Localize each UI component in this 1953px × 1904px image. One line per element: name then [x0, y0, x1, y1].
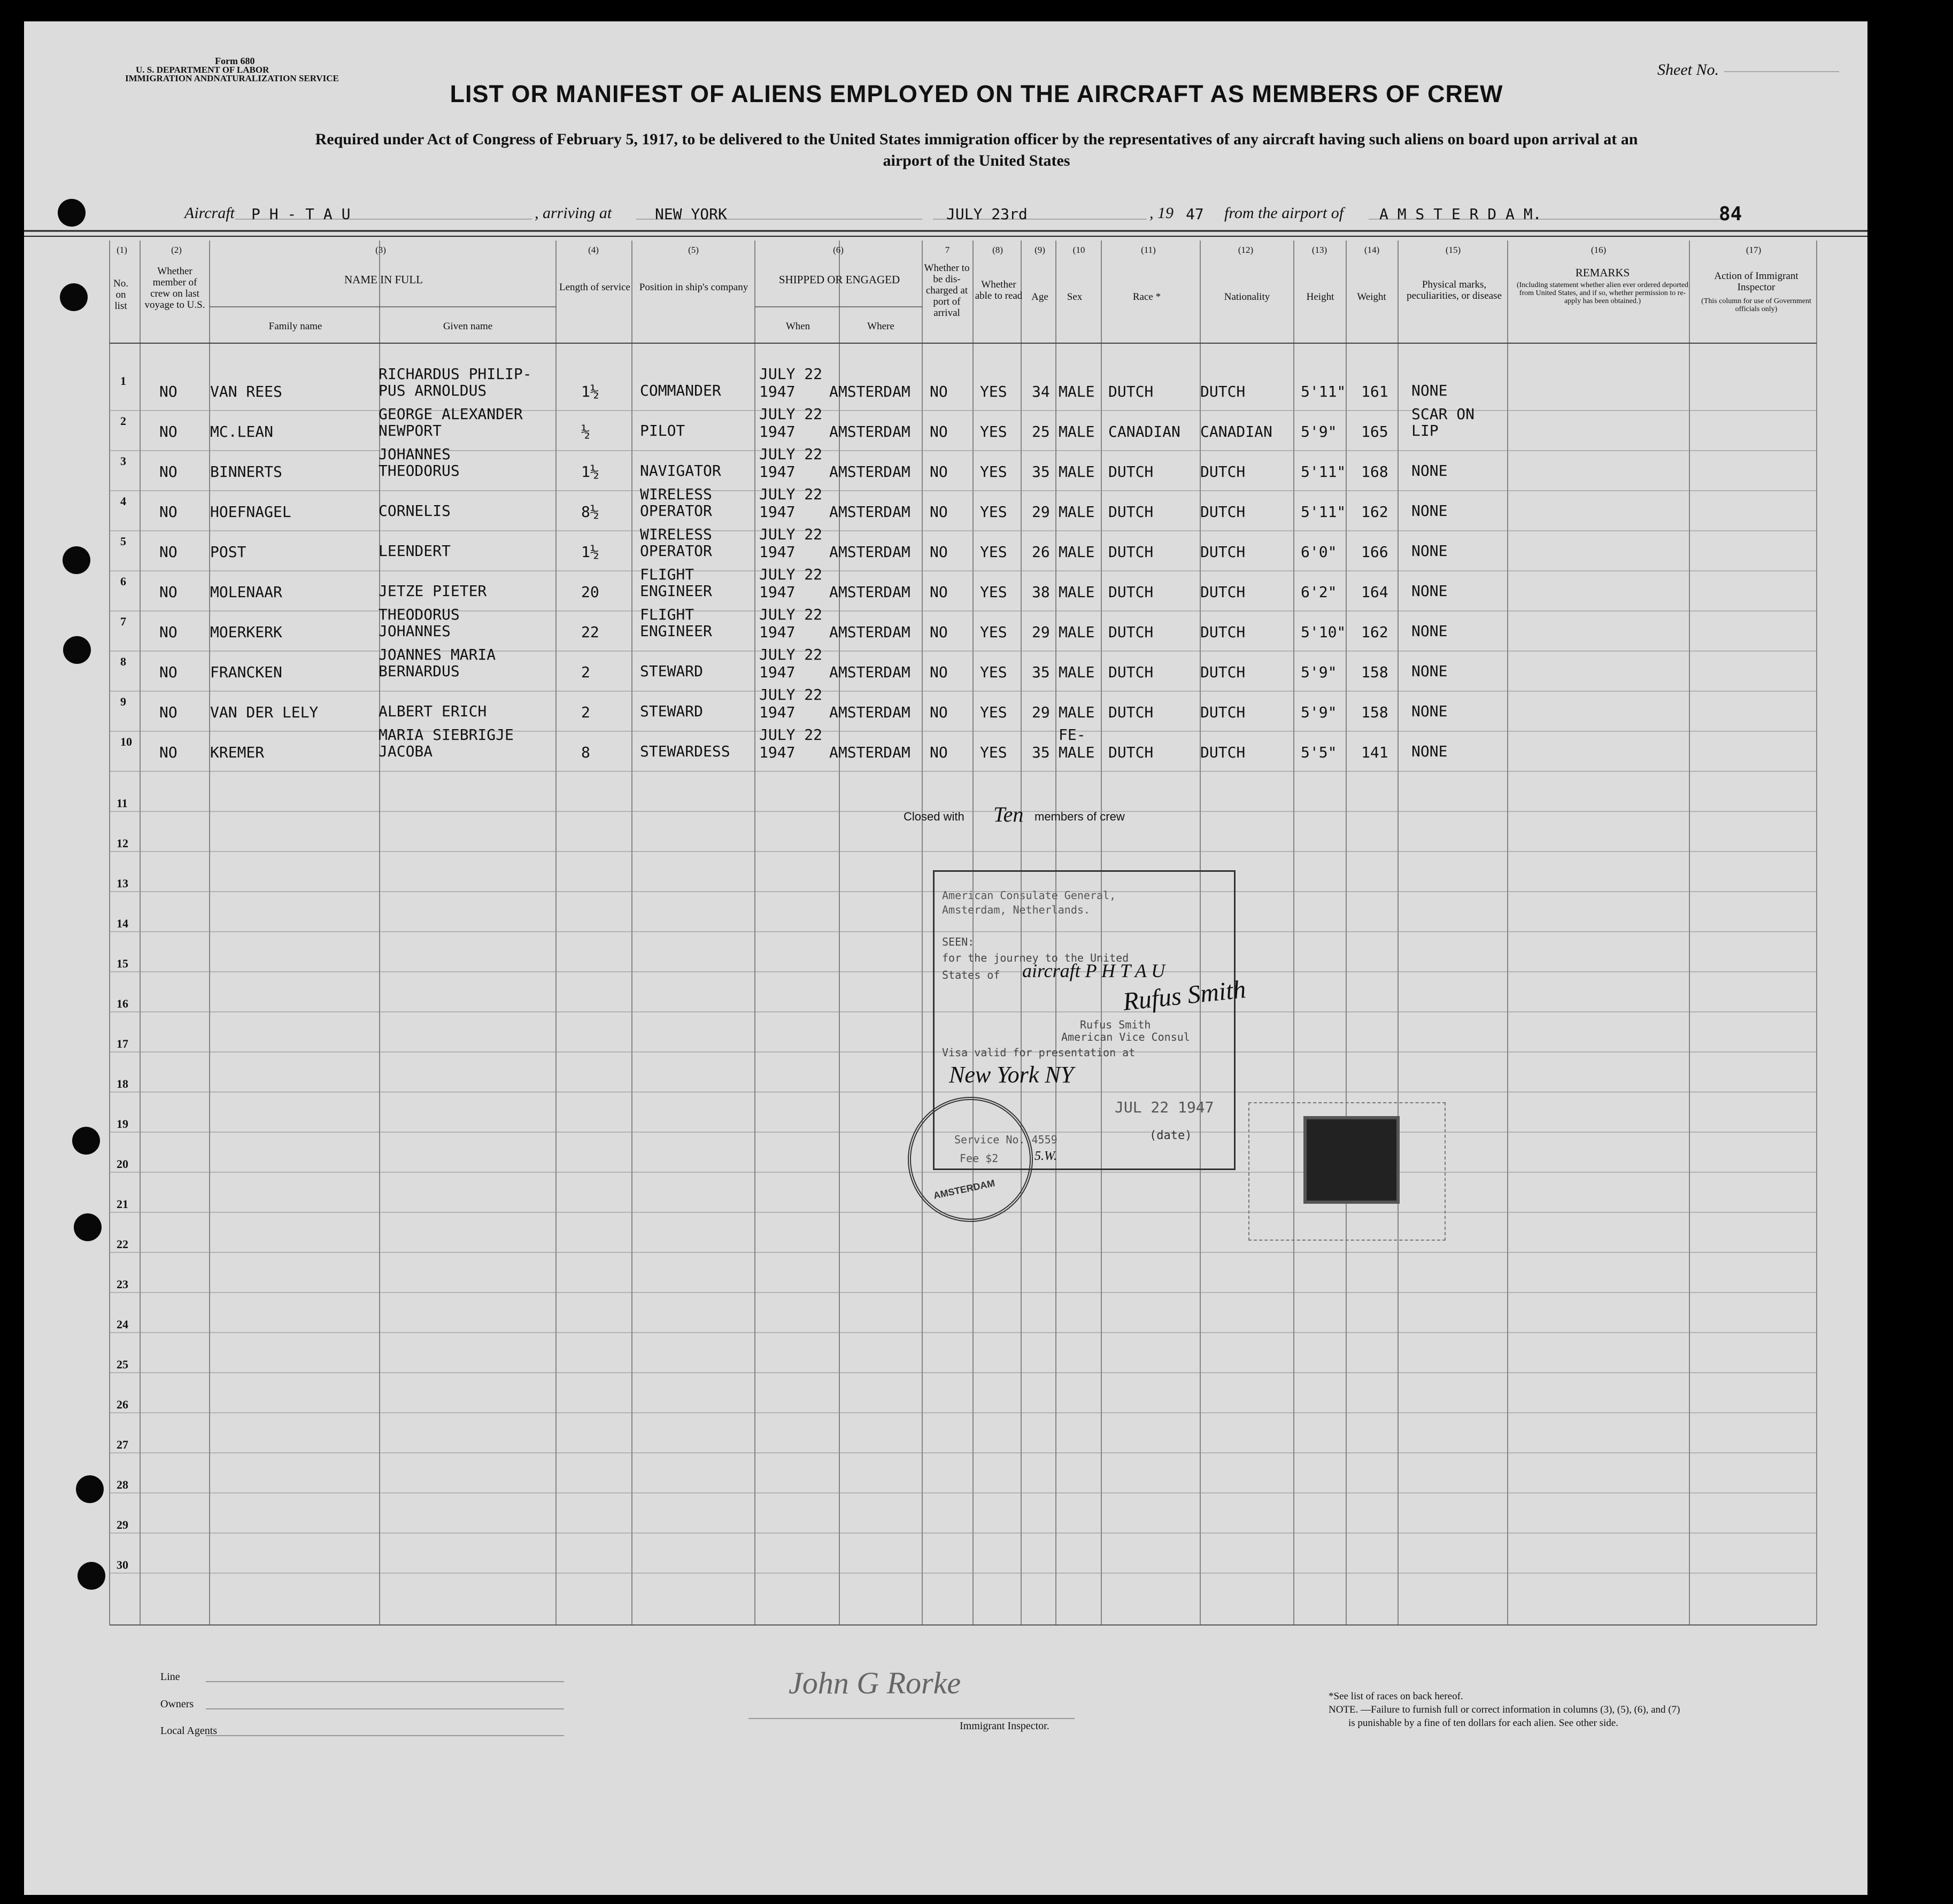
row-6-age: 38 [1032, 583, 1050, 601]
row-8-disch: NO [930, 663, 948, 681]
row-2-length: ½ [581, 423, 590, 440]
line-number: 14 [117, 917, 128, 930]
row-8-read: YES [980, 663, 1007, 681]
row-4-pos2: OPERATOR [640, 502, 712, 520]
row-4-nat: DUTCH [1200, 503, 1246, 521]
col-read-header: Whether able to read [975, 279, 1023, 301]
row-9-family: VAN DER LELY [210, 703, 319, 721]
visa-seen: SEEN: [942, 935, 975, 948]
column-number: (8) [992, 245, 1003, 255]
row-6-when2: 1947 [759, 583, 796, 601]
line-number: 22 [117, 1237, 128, 1251]
footer-note3: is punishable by a fine of ten dollars for each alien. See other side. [1348, 1717, 1618, 1729]
revenue-stamp [1303, 1116, 1400, 1204]
row-8-given1: JOANNES MARIA [379, 646, 496, 663]
row-3-age: 35 [1032, 463, 1050, 481]
row-6-where: AMSTERDAM [829, 583, 910, 601]
row-9-phys2: NONE [1411, 702, 1448, 720]
row-6-phys2: NONE [1411, 582, 1448, 600]
row-5-no: 5 [120, 535, 126, 548]
row-4-when2: 1947 [759, 503, 796, 521]
row-8-no: 8 [120, 655, 126, 668]
row-6-weight: 164 [1361, 583, 1388, 601]
row-7-pos2: ENGINEER [640, 622, 712, 640]
row-4-age: 29 [1032, 503, 1050, 521]
row-5-when2: 1947 [759, 543, 796, 561]
consulate-seal [908, 1097, 1033, 1222]
row-2-nat: CANADIAN [1200, 423, 1272, 440]
row-3-family: BINNERTS [210, 463, 282, 481]
col-physical-header: Physical marks, peculiarities, or disease [1407, 279, 1502, 301]
arriving-label: , arriving at [535, 204, 612, 222]
line-number: 19 [117, 1117, 128, 1131]
row-4-where: AMSTERDAM [829, 503, 910, 521]
column-number: (13) [1311, 245, 1327, 255]
inspector-label: Immigrant Inspector. [960, 1720, 1049, 1732]
row-3-phys2: NONE [1411, 462, 1448, 479]
line-number: 21 [117, 1197, 128, 1211]
row-8-sex2: MALE [1059, 663, 1095, 681]
row-8-age: 35 [1032, 663, 1050, 681]
footer-note2: NOTE. —Failure to furnish full or correct information in columns (3), (5), (6), and (7) [1329, 1704, 1680, 1715]
row-6-read: YES [980, 583, 1007, 601]
row-10-where: AMSTERDAM [829, 744, 910, 761]
col-weight-header: Weight [1357, 291, 1386, 303]
row-5-nat: DUTCH [1200, 543, 1246, 561]
row-9-no: 9 [120, 695, 126, 708]
origin: A M S T E R D A M. [1379, 205, 1542, 223]
department: U. S. DEPARTMENT OF LABOR [136, 65, 269, 75]
row-1-pos2: COMMANDER [640, 382, 721, 399]
row-9-read: YES [980, 703, 1007, 721]
seal-text: AMSTERDAM [932, 1178, 996, 1201]
col-remarks-note: (Including statement whether alien ever ordered deported from United States, and if so, whether permission to re-apply has been obtained.) [1516, 281, 1689, 305]
row-7-where: AMSTERDAM [829, 623, 910, 641]
row-4-pos1: WIRELESS [640, 485, 712, 503]
row-1-weight: 161 [1361, 383, 1388, 400]
line-number: 18 [117, 1077, 128, 1090]
row-5-weight: 166 [1361, 543, 1388, 561]
row-2-phys1: SCAR ON [1411, 405, 1475, 423]
row-2-height: 5'9" [1301, 423, 1337, 440]
visa-place-handwritten: New York NY [949, 1062, 1074, 1088]
row-6-disch: NO [930, 583, 948, 601]
row-3-disch: NO [930, 463, 948, 481]
row-3-race: DUTCH [1108, 463, 1154, 481]
row-3-length: 1½ [581, 463, 599, 481]
col-where-header: Where [867, 321, 894, 332]
visa-states-of: States of [942, 969, 1000, 981]
row-6-no: 6 [120, 575, 126, 588]
line-number: 29 [117, 1518, 128, 1531]
row-10-given2: JACOBA [379, 742, 433, 760]
col-action-header: Action of Immigrant Inspector [1714, 270, 1798, 293]
row-9-weight: 158 [1361, 703, 1388, 721]
row-1-where: AMSTERDAM [829, 383, 910, 400]
row-2-given2: NEWPORT [379, 422, 442, 439]
line-number: 30 [117, 1558, 128, 1572]
row-7-height: 5'10" [1301, 623, 1346, 641]
row-5-pos1: WIRELESS [640, 525, 712, 543]
row-5-length: 1½ [581, 543, 599, 561]
row-2-family: MC.LEAN [210, 423, 274, 440]
closing-suffix: members of crew [1035, 810, 1125, 823]
col-name-header: NAME IN FULL [344, 273, 423, 286]
row-3-nat: DUTCH [1200, 463, 1246, 481]
row-5-given2: LEENDERT [379, 542, 451, 560]
line-number: 23 [117, 1278, 128, 1291]
row-10-phys2: NONE [1411, 742, 1448, 760]
row-8-pos2: STEWARD [640, 662, 704, 680]
row-3-no: 3 [120, 454, 126, 468]
row-6-family: MOLENAAR [210, 583, 282, 601]
row-2-phys2: LIP [1411, 422, 1439, 439]
col-position-header: Position in ship's company [639, 282, 748, 293]
col-when-header: When [785, 321, 810, 332]
aircraft-id: P H - T A U [251, 205, 351, 223]
row-1-given1: RICHARDUS PHILIP- [379, 365, 532, 383]
line-number: 24 [117, 1318, 128, 1331]
row-4-given2: CORNELIS [379, 502, 451, 520]
row-6-when1: JULY 22 [759, 566, 823, 583]
row-1-family: VAN REES [210, 383, 282, 400]
row-8-length: 2 [581, 663, 590, 681]
row-2-disch: NO [930, 423, 948, 440]
visa-fee-handwritten: 5.W. [1035, 1149, 1057, 1163]
column-number: (6) [833, 245, 844, 255]
year-suffix: 47 [1186, 205, 1204, 223]
row-4-no: 4 [120, 494, 126, 508]
service: IMMIGRATION ANDNATURALIZATION SERVICE [125, 73, 339, 83]
visa-line1: American Consulate General, [942, 889, 1116, 902]
row-7-read: YES [980, 623, 1007, 641]
column-number: 7 [945, 245, 950, 255]
row-8-phys2: NONE [1411, 662, 1448, 680]
row-1-sex2: MALE [1059, 383, 1095, 400]
line-number: 12 [117, 837, 128, 850]
column-number: (12) [1238, 245, 1254, 255]
row-10-length: 8 [581, 744, 590, 761]
row-4-sex2: MALE [1059, 503, 1095, 521]
visa-fee: Fee $2 [960, 1152, 999, 1165]
row-10-when2: 1947 [759, 744, 796, 761]
col-discharged-header: Whether to be dis-charged at port of arrival [924, 262, 970, 319]
row-7-phys2: NONE [1411, 622, 1448, 640]
row-5-height: 6'0" [1301, 543, 1337, 561]
col-length-header: Length of service [559, 282, 630, 293]
row-3-given1: JOHANNES [379, 445, 451, 463]
consul-title: American Vice Consul [1061, 1031, 1190, 1043]
row-6-length: 20 [581, 583, 599, 601]
visa-service-no: Service No. 4559 [954, 1133, 1057, 1146]
line-number: 28 [117, 1478, 128, 1491]
row-5-sex2: MALE [1059, 543, 1095, 561]
inspector-signature: John G Rorke [789, 1666, 961, 1700]
row-4-race: DUTCH [1108, 503, 1154, 521]
row-4-phys2: NONE [1411, 502, 1448, 520]
row-7-when1: JULY 22 [759, 606, 823, 623]
row-10-race: DUTCH [1108, 744, 1154, 761]
row-7-member: NO [159, 623, 177, 641]
col-no-header: No. on list [113, 278, 128, 312]
line-number: 11 [117, 796, 128, 810]
row-1-when1: JULY 22 [759, 365, 823, 383]
row-7-given1: THEODORUS [379, 606, 460, 623]
col-remarks-header: REMARKS [1575, 266, 1630, 279]
row-1-given2: PUS ARNOLDUS [379, 382, 487, 399]
page-title: LIST OR MANIFEST OF ALIENS EMPLOYED ON THE AIRCRAFT AS MEMBERS OF CREW [450, 80, 1503, 107]
row-8-height: 5'9" [1301, 663, 1337, 681]
col-shipped-header: SHIPPED OR ENGAGED [778, 273, 900, 286]
row-3-where: AMSTERDAM [829, 463, 910, 481]
page-number: 84 [1719, 203, 1742, 225]
row-3-when1: JULY 22 [759, 445, 823, 463]
row-5-race: DUTCH [1108, 543, 1154, 561]
row-1-when2: 1947 [759, 383, 796, 400]
column-number: (5) [688, 245, 699, 255]
line-number: 27 [117, 1438, 128, 1451]
row-2-where: AMSTERDAM [829, 423, 910, 440]
column-number: (2) [171, 245, 182, 255]
row-5-where: AMSTERDAM [829, 543, 910, 561]
row-10-sex2: MALE [1059, 744, 1095, 761]
row-5-phys2: NONE [1411, 542, 1448, 560]
row-9-when1: JULY 22 [759, 686, 823, 703]
row-7-pos1: FLIGHT [640, 606, 694, 623]
subtitle-line1: Required under Act of Congress of February 5, 1917, to be delivered to the United States immigration officer by the representatives of any aircraft having such aliens on board upon arrival at an [315, 130, 1638, 148]
subtitle-line2: airport of the United States [883, 152, 1070, 169]
visa-date-label: (date) [1149, 1129, 1192, 1142]
row-4-height: 5'11" [1301, 503, 1346, 521]
col-family-header: Family name [268, 321, 322, 332]
column-number: (15) [1445, 245, 1461, 255]
row-6-given2: JETZE PIETER [379, 582, 487, 600]
row-8-nat: DUTCH [1200, 663, 1246, 681]
row-8-weight: 158 [1361, 663, 1388, 681]
row-1-age: 34 [1032, 383, 1050, 400]
row-10-weight: 141 [1361, 744, 1388, 761]
row-2-read: YES [980, 423, 1007, 440]
row-9-pos2: STEWARD [640, 702, 704, 720]
row-7-disch: NO [930, 623, 948, 641]
row-2-when1: JULY 22 [759, 405, 823, 423]
row-9-height: 5'9" [1301, 703, 1337, 721]
column-number: (11) [1141, 245, 1156, 255]
year-prefix: , 19 [1149, 204, 1174, 222]
row-7-given2: JOHANNES [379, 622, 451, 640]
row-9-length: 2 [581, 703, 590, 721]
row-2-sex2: MALE [1059, 423, 1095, 440]
footer-line-label: Line [160, 1671, 180, 1683]
row-9-disch: NO [930, 703, 948, 721]
row-5-pos2: OPERATOR [640, 542, 712, 560]
row-4-weight: 162 [1361, 503, 1388, 521]
row-7-age: 29 [1032, 623, 1050, 641]
row-7-race: DUTCH [1108, 623, 1154, 641]
col-race-header: Race * [1132, 291, 1161, 303]
column-number: (1) [117, 245, 127, 255]
col-sex-header: Sex [1067, 291, 1083, 303]
row-7-weight: 162 [1361, 623, 1388, 641]
consul-name: Rufus Smith [1080, 1018, 1151, 1031]
row-6-race: DUTCH [1108, 583, 1154, 601]
row-8-given2: BERNARDUS [379, 662, 460, 680]
row-9-age: 29 [1032, 703, 1050, 721]
visa-aircraft-handwritten: aircraft P H T A U [1022, 960, 1165, 981]
column-number: (9) [1035, 245, 1045, 255]
row-1-read: YES [980, 383, 1007, 400]
row-7-length: 22 [581, 623, 599, 641]
row-3-weight: 168 [1361, 463, 1388, 481]
row-3-height: 5'11" [1301, 463, 1346, 481]
sheet-label: Sheet No. [1657, 61, 1719, 79]
form-number: Form 680 [215, 56, 255, 66]
col-member-header: Whether member of crew on last voyage to U.S. [144, 266, 205, 311]
line-number: 15 [117, 957, 128, 970]
row-4-read: YES [980, 503, 1007, 521]
row-10-when1: JULY 22 [759, 726, 823, 744]
col-given-header: Given name [443, 321, 493, 332]
row-3-given2: THEODORUS [379, 462, 460, 479]
visa-valid: Visa valid for presentation at [942, 1046, 1136, 1059]
row-4-member: NO [159, 503, 177, 521]
row-9-given2: ALBERT ERICH [379, 702, 487, 720]
row-6-sex2: MALE [1059, 583, 1095, 601]
col-action-note: (This column for use of Government officials only) [1701, 297, 1811, 313]
row-3-pos2: NAVIGATOR [640, 462, 721, 479]
footer-note1: *See list of races on back hereof. [1329, 1691, 1463, 1702]
row-10-sex1: FE- [1059, 726, 1086, 744]
row-5-member: NO [159, 543, 177, 561]
row-8-member: NO [159, 663, 177, 681]
row-5-read: YES [980, 543, 1007, 561]
visa-date-stamp: JUL 22 1947 [1115, 1098, 1214, 1116]
visa-for-line: for the journey to the United [942, 951, 1129, 964]
row-2-pos2: PILOT [640, 422, 685, 439]
row-8-race: DUTCH [1108, 663, 1154, 681]
row-10-height: 5'5" [1301, 744, 1337, 761]
row-1-height: 5'11" [1301, 383, 1346, 400]
row-3-member: NO [159, 463, 177, 481]
port: NEW YORK [655, 205, 727, 223]
footer-agents-label: Local Agents [160, 1725, 218, 1737]
row-10-member: NO [159, 744, 177, 761]
row-1-length: 1½ [581, 383, 599, 400]
row-5-age: 26 [1032, 543, 1050, 561]
row-9-race: DUTCH [1108, 703, 1154, 721]
row-10-family: KREMER [210, 744, 265, 761]
line-number: 16 [117, 997, 128, 1010]
line-number: 13 [117, 877, 128, 890]
row-7-when2: 1947 [759, 623, 796, 641]
row-1-phys2: NONE [1411, 382, 1448, 399]
column-number: (16) [1591, 245, 1607, 255]
row-6-pos2: ENGINEER [640, 582, 712, 600]
row-7-sex2: MALE [1059, 623, 1095, 641]
row-10-age: 35 [1032, 744, 1050, 761]
row-6-pos1: FLIGHT [640, 566, 694, 583]
row-3-sex2: MALE [1059, 463, 1095, 481]
row-1-no: 1 [120, 374, 126, 388]
row-6-height: 6'2" [1301, 583, 1337, 601]
row-6-nat: DUTCH [1200, 583, 1246, 601]
closing-prefix: Closed with [904, 810, 964, 823]
row-1-race: DUTCH [1108, 383, 1154, 400]
row-3-when2: 1947 [759, 463, 796, 481]
line-number: 25 [117, 1358, 128, 1371]
line-number: 26 [117, 1398, 128, 1411]
row-2-weight: 165 [1361, 423, 1388, 440]
row-2-given1: GEORGE ALEXANDER [379, 405, 523, 423]
row-6-member: NO [159, 583, 177, 601]
arrival-date: JULY 23rd [946, 205, 1028, 223]
row-2-no: 2 [120, 414, 126, 428]
row-5-family: POST [210, 543, 246, 561]
row-1-disch: NO [930, 383, 948, 400]
row-10-given1: MARIA SIEBRIGJE [379, 726, 514, 744]
row-10-nat: DUTCH [1200, 744, 1246, 761]
row-4-disch: NO [930, 503, 948, 521]
row-1-member: NO [159, 383, 177, 400]
row-8-where: AMSTERDAM [829, 663, 910, 681]
column-number: (14) [1364, 245, 1380, 255]
visa-line2: Amsterdam, Netherlands. [942, 903, 1090, 916]
row-4-family: HOEFNAGEL [210, 503, 291, 521]
aircraft-label: Aircraft [184, 204, 235, 222]
col-nationality-header: Nationality [1224, 291, 1270, 303]
row-10-pos2: STEWARDESS [640, 742, 730, 760]
row-5-when1: JULY 22 [759, 525, 823, 543]
row-10-read: YES [980, 744, 1007, 761]
row-8-family: FRANCKEN [210, 663, 282, 681]
row-3-read: YES [980, 463, 1007, 481]
row-9-when2: 1947 [759, 703, 796, 721]
row-9-sex2: MALE [1059, 703, 1095, 721]
row-9-member: NO [159, 703, 177, 721]
line-number: 20 [117, 1157, 128, 1171]
row-10-disch: NO [930, 744, 948, 761]
consul-signature: Rufus Smith [1121, 975, 1247, 1016]
row-2-when2: 1947 [759, 423, 796, 440]
row-9-where: AMSTERDAM [829, 703, 910, 721]
row-2-race: CANADIAN [1108, 423, 1180, 440]
row-5-disch: NO [930, 543, 948, 561]
col-height-header: Height [1306, 291, 1334, 303]
row-10-no: 10 [120, 735, 132, 748]
footer-owners-label: Owners [160, 1698, 194, 1710]
column-number: (17) [1746, 245, 1762, 255]
from-label: from the airport of [1224, 204, 1344, 222]
row-7-no: 7 [120, 615, 126, 628]
row-7-family: MOERKERK [210, 623, 282, 641]
line-number: 17 [117, 1037, 128, 1050]
row-8-when1: JULY 22 [759, 646, 823, 663]
row-2-member: NO [159, 423, 177, 440]
row-7-nat: DUTCH [1200, 623, 1246, 641]
row-4-when1: JULY 22 [759, 485, 823, 503]
row-1-nat: DUTCH [1200, 383, 1246, 400]
row-2-age: 25 [1032, 423, 1050, 440]
column-number: (10 [1072, 245, 1085, 255]
row-9-nat: DUTCH [1200, 703, 1246, 721]
row-8-when2: 1947 [759, 663, 796, 681]
col-age-header: Age [1031, 291, 1048, 303]
row-4-length: 8½ [581, 503, 599, 521]
column-number: (4) [588, 245, 599, 255]
closing-count: Ten [993, 802, 1024, 826]
column-number: (3) [375, 245, 386, 255]
